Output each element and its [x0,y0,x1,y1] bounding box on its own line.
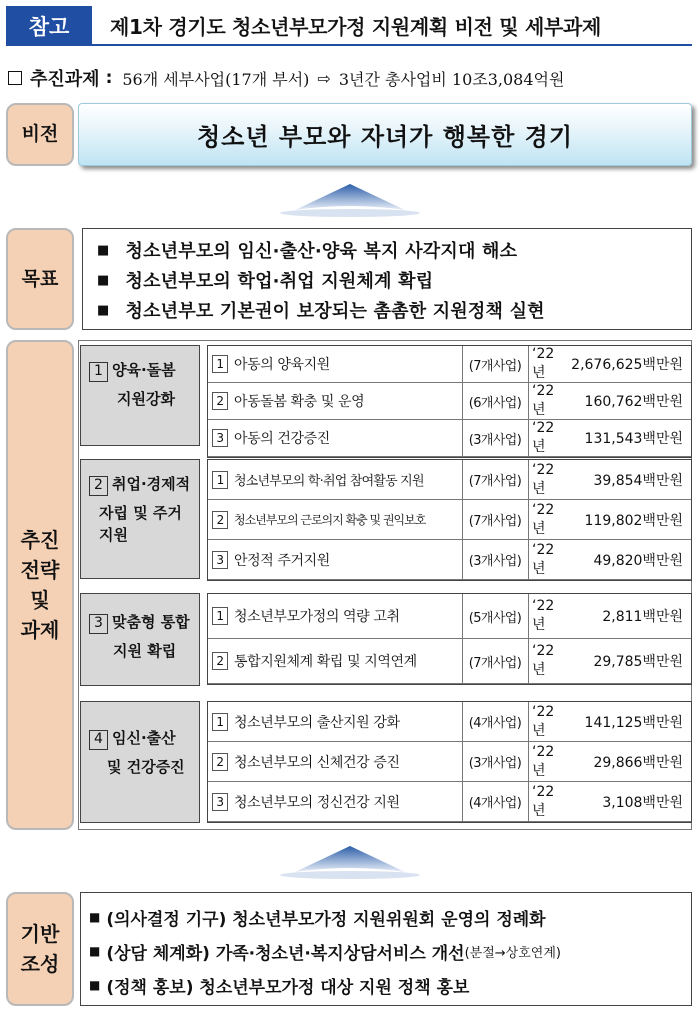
vision-text: 청소년 부모와 자녀가 행복한 경기 [78,103,692,166]
strategy-title-1: 1 양육·돌봄 지원강화 [80,345,200,446]
table-row: 2 청소년부모의 근로의지 확충 및 권익보호 (7개사업) ‘22년 119,802백만원 [208,500,691,540]
foundation-item: ■ (의사결정 기구) 청소년부모가정 지원위원회 운영의 정례화 [89,909,546,930]
table-row: 2 청소년부모의 신체건강 증진 (3개사업) ‘22년 29,866백만원 [208,742,691,782]
summary-right: 3년간 총사업비 10조3,084억원 [338,69,565,89]
strategy-title-4: 4 임신·출산 및 건강증진 [80,701,200,823]
table-row: 3 안정적 주거지원 (3개사업) ‘22년 49,820백만원 [208,540,691,580]
table-row: 1 청소년부모의 학·취업 참여활동 지원 (7개사업) ‘22년 39,854백만원 [208,460,691,500]
header-tag: 참고 [6,6,92,46]
strategy-label: 추진 전략 및 과제 [6,340,74,830]
square-bullet-icon: ■ [89,910,101,924]
strategy-title-3: 3 맞춤형 통합 지원 확립 [80,593,200,686]
number-box: 2 [89,476,108,496]
summary-label: 추진과제 [30,69,100,90]
strategy-title-2: 2 취업·경제적 자립 및 주거 지원 [80,459,200,579]
strategy-table-3 [207,593,692,685]
number-box: 1 [89,362,108,382]
right-arrow-icon: ⇨ [317,68,331,88]
foundation-box [80,892,692,1006]
page-title: 제1차 경기도 청소년부모가정 지원계획 비전 및 세부과제 [92,6,692,46]
summary-line [8,64,564,92]
goal-item: ■ 청소년부모 기본권이 보장되는 촘촘한 지원정책 실현 [97,301,545,322]
table-row: 2 아동돌봄 확충 및 운영 (6개사업) ‘22년 160,762백만원 [208,383,691,420]
number-box: 4 [89,730,108,750]
square-bullet-icon: ■ [89,944,101,958]
square-bullet-icon: ■ [89,978,101,992]
checkbox-square-icon [8,71,22,85]
summary-left: 56개 세부사업(17개 부서) [122,69,310,89]
goals-label: 목표 [6,228,74,330]
goal-item: ■ 청소년부모의 임신·출산·양육 복지 사각지대 해소 [97,241,518,262]
up-arrow-icon [255,842,445,882]
foundation-label: 기반 조성 [6,892,74,1006]
goals-box [82,228,692,330]
strategy-table-2 [207,459,692,581]
vision-label: 비전 [6,103,74,166]
foundation-item: ■ (정책 홍보) 청소년부모가정 대상 지원 정책 홍보 [89,977,470,998]
table-row: 3 아동의 건강증진 (3개사업) ‘22년 131,543백만원 [208,420,691,457]
goal-item: ■ 청소년부모의 학업·취업 지원체계 확립 [97,271,434,292]
square-bullet-icon: ■ [97,272,110,288]
table-row: 2 통합지원체계 확립 및 지역연계 (7개사업) ‘22년 29,785백만원 [208,639,691,684]
foundation-item: ■ (상담 체계화) 가족·청소년·복지상담서비스 개선 (분절→상호연계) [89,943,561,964]
summary-colon: : [105,68,113,88]
number-box: 3 [89,614,108,634]
table-row: 1 청소년부모의 출산지원 강화 (4개사업) ‘22년 141,125백만원 [208,702,691,742]
table-row: 3 청소년부모의 정신건강 지원 (4개사업) ‘22년 3,108백만원 [208,782,691,822]
table-row: 1 아동의 양육지원 (7개사업) ‘22년 2,676,625백만원 [208,346,691,383]
square-bullet-icon: ■ [97,302,110,318]
strategy-table-1 [207,345,692,458]
strategy-table-4 [207,701,692,823]
square-bullet-icon: ■ [97,242,110,258]
up-arrow-icon [255,180,445,220]
table-row: 1 청소년부모가정의 역량 고취 (5개사업) ‘22년 2,811백만원 [208,594,691,639]
